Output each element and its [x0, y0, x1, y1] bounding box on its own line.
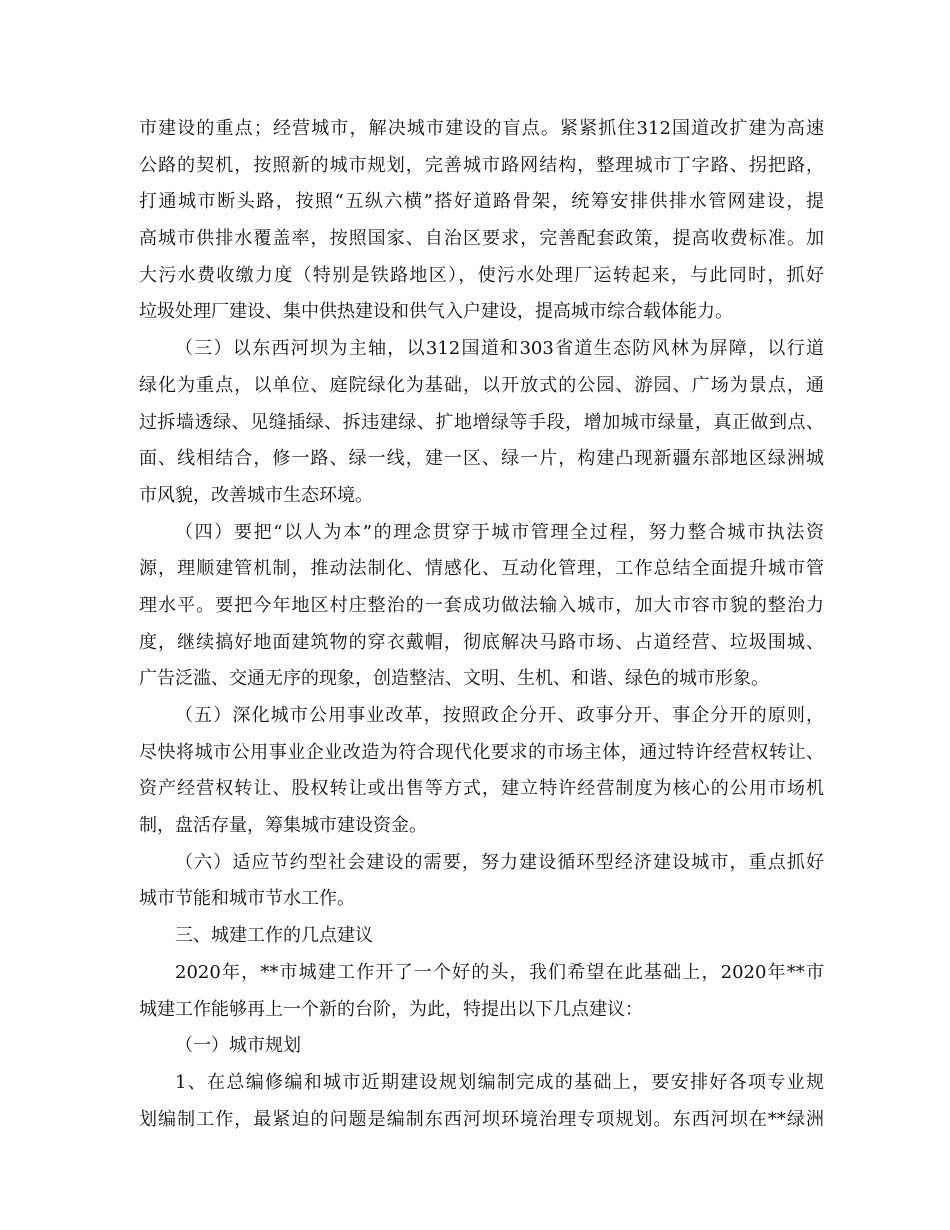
text-line: 2020年，**市城建工作开了一个好的头，我们希望在此基础上，2020年**市 [175, 961, 824, 983]
text-line: 市建设的重点；经营城市，解决城市建设的盲点。紧紧抓住312国道改扩建为高速 [139, 118, 824, 139]
text-line: （五）深化城市公用事业改革，按照政企分开、政事分开、事企分开的原则， [175, 705, 824, 726]
text-line: 高城市供排水覆盖率，按照国家、自治区要求，完善配套政策，提高收费标准。加 [139, 228, 824, 250]
text-line: 面、线相结合，修一路、绿一线，建一区、绿一片，构建凸现新疆东部地区绿洲城 [139, 448, 824, 470]
text-line: 尽快将城市公用事业企业改造为符合现代化要求的市场主体，通过特许经营权转让、 [139, 741, 824, 763]
text-line: 划编制工作，最紧迫的问题是编制东西河坝环境治理专项规划。东西河坝在**绿洲 [139, 1108, 824, 1130]
text-line: 绿化为重点，以单位、庭院绿化为基础，以开放式的公园、游园、广场为景点，通 [139, 374, 824, 396]
text-line: 市风貌，改善城市生态环境。 [139, 484, 373, 506]
text-line: （六）适应节约型社会建设的需要，努力建设循环型经济建设城市，重点抓好 [175, 851, 824, 873]
text-line: 制，盘活存量，筹集城市建设资金。 [139, 815, 427, 837]
text-line: 过拆墙透绿、见缝插绿、拆违建绿、扩地增绿等手段，增加城市绿量，真正做到点、 [139, 411, 824, 433]
document-body [139, 111, 824, 1138]
text-line: 城建工作能够再上一个新的台阶，为此，特提出以下几点建议： [139, 998, 643, 1020]
text-line: 大污水费收缴力度（特别是铁路地区），使污水处理厂运转起来，与此同时，抓好 [139, 264, 824, 286]
text-line: 理水平。要把今年地区村庄整治的一套成功做法输入城市，加大市容市貌的整治力 [139, 594, 824, 616]
text-line: 三、城建工作的几点建议 [175, 925, 373, 947]
text-line: 1、在总编修编和城市近期建设规划编制完成的基础上，要安排好各项专业规 [175, 1071, 824, 1093]
text-line: 度，继续搞好地面建筑物的穿衣戴帽，彻底解决马路市场、占道经营、垃圾围城、 [139, 631, 824, 653]
text-line: （一）城市规划 [175, 1035, 301, 1057]
text-line: 广告泛滥、交通无序的现象，创造整洁、文明、生机、和谐、绿色的城市形象。 [139, 668, 769, 690]
text-line: 打通城市断头路，按照“五纵六横”搭好道路骨架，统筹安排供排水管网建设，提 [139, 191, 824, 213]
text-line: 城市节能和城市节水工作。 [139, 888, 355, 910]
text-line: 垃圾处理厂建设、集中供热建设和供气入户建设，提高城市综合载体能力。 [139, 301, 733, 323]
text-line: 源，理顺建管机制，推动法制化、情感化、互动化管理，工作总结全面提升城市管 [139, 558, 824, 580]
text-line: 公路的契机，按照新的城市规划，完善城市路网结构，整理城市丁字路、拐把路， [139, 154, 824, 176]
text-line: （三）以东西河坝为主轴，以312国道和303省道生态防风林为屏障，以行道 [175, 338, 824, 360]
text-line: （四）要把“以人为本”的理念贯穿于城市管理全过程，努力整合城市执法资 [175, 521, 824, 543]
text-line: 资产经营权转让、股权转让或出售等方式，建立特许经营制度为核心的公用市场机 [139, 778, 824, 800]
